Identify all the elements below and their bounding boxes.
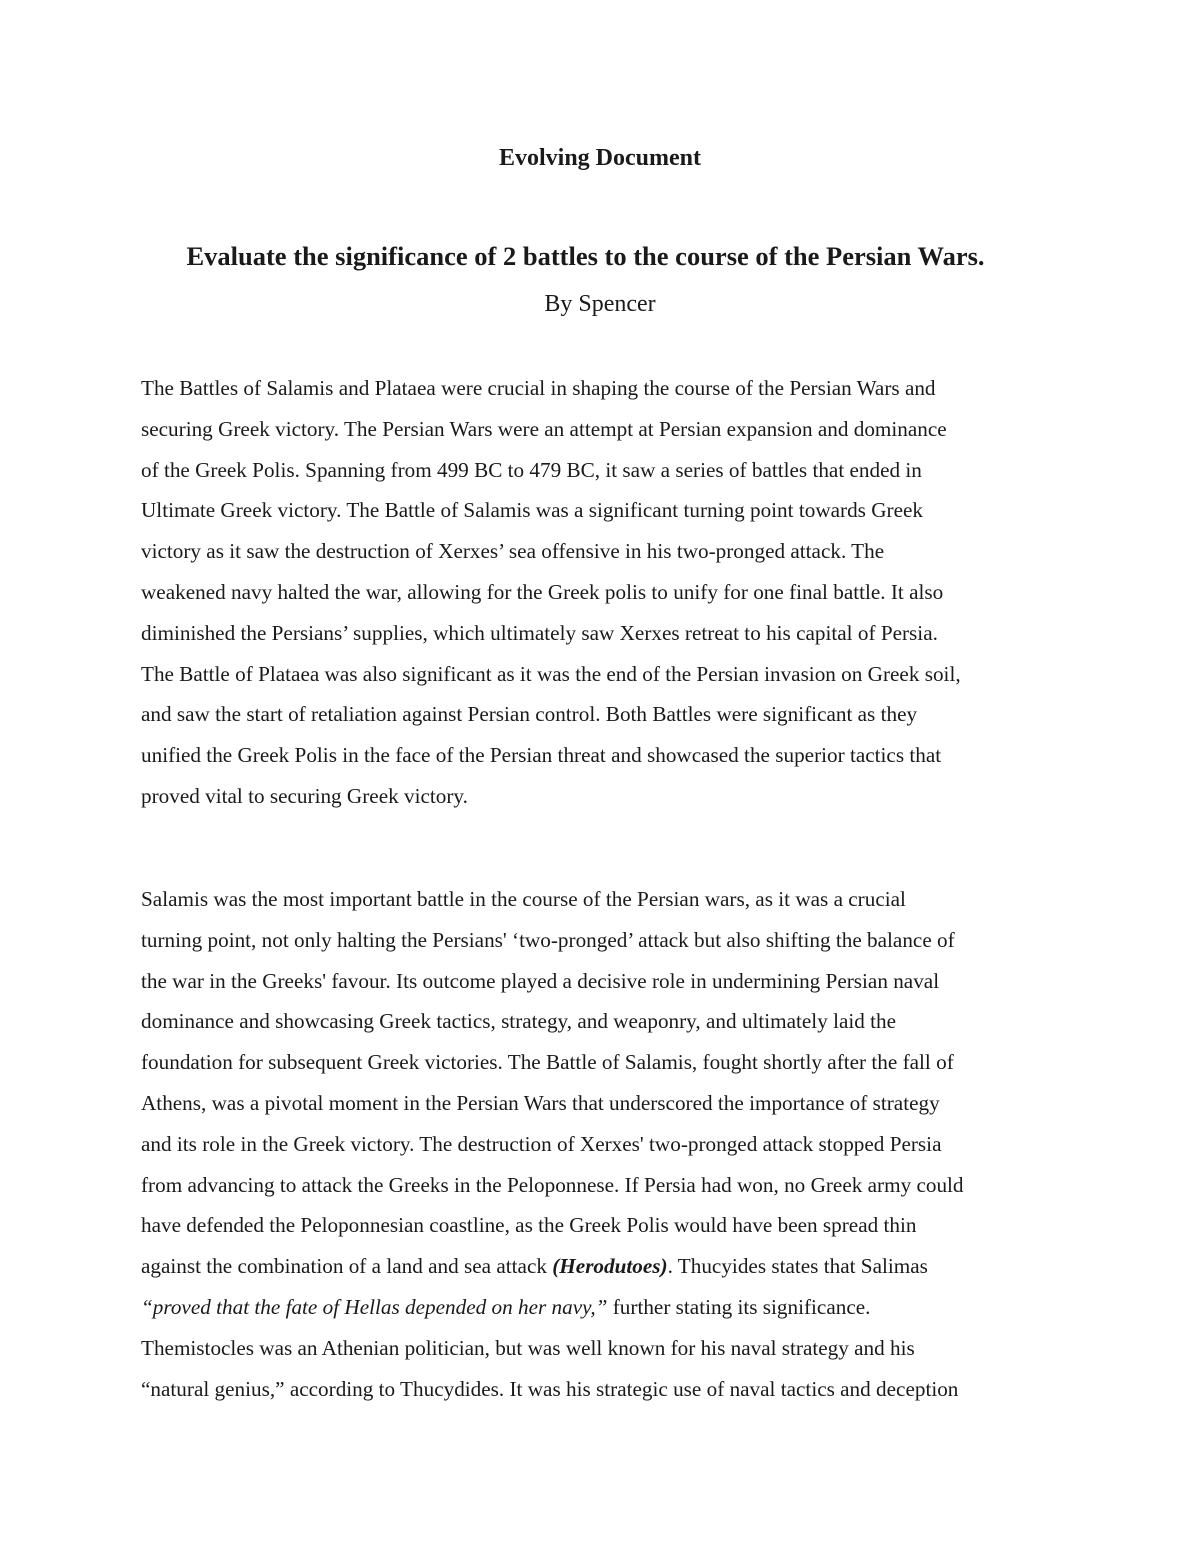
text-line: unified the Greek Polis in the face of the Persian threat and showcased the superior tactics that <box>141 743 942 768</box>
text-line: The Battle of Plataea was also significant as it was the end of the Persian invasion on Greek soil, <box>141 661 961 686</box>
text-line: Themistocles was an Athenian politician, but was well known for his naval strategy and his <box>141 1335 915 1360</box>
text-line: Salamis was the most important battle in the course of the Persian wars, as it was a crucial <box>141 887 906 911</box>
quote-thucydides: “proved that the fate of Hellas depended on her navy,” <box>141 1294 608 1319</box>
text-line: securing Greek victory. The Persian Wars were an attempt at Persian expansion and dominance <box>141 416 947 441</box>
text-line: Ultimate Greek victory. The Battle of Salamis was a significant turning point towards Greek <box>141 498 923 523</box>
citation-herodotus: (Herodutoes) <box>552 1254 668 1279</box>
text-line: and saw the start of retaliation against Persian control. Both Battles were significant as they <box>141 702 918 727</box>
text-line: victory as it saw the destruction of Xerxes’ sea offensive in his two-pronged attack. The <box>141 539 885 564</box>
text-line: The Battles of Salamis and Plataea were crucial in shaping the course of the Persian Wars and <box>141 376 936 400</box>
text-line: weakened navy halted the war, allowing for the Greek polis to unify for one final battle. It also <box>141 579 944 604</box>
text-line: proved vital to securing Greek victory. <box>141 783 468 808</box>
text-line: from advancing to attack the Greeks in the Peloponnese. If Persia had won, no Greek army could <box>141 1172 964 1197</box>
text-line-quote <box>141 1287 1071 1328</box>
text-line: diminished the Persians’ supplies, which ultimately saw Xerxes retreat to his capital of Persia. <box>141 620 938 645</box>
text-segment: further stating its significance. <box>607 1294 871 1319</box>
paragraph-introduction <box>141 368 1071 817</box>
text-line: Athens, was a pivotal moment in the Persian Wars that underscored the importance of strategy <box>141 1090 940 1115</box>
text-line: have defended the Peloponnesian coastline, as the Greek Polis would have been spread thin <box>141 1213 917 1238</box>
text-segment: . Thucyides states that Salimas <box>667 1254 928 1279</box>
text-line: foundation for subsequent Greek victories. The Battle of Salamis, fought shortly after the fall of <box>141 1050 954 1075</box>
text-segment: against the combination of a land and sea attack <box>141 1254 553 1279</box>
text-line: “natural genius,” according to Thucydides. It was his strategic use of naval tactics and deception <box>141 1376 959 1401</box>
text-line: and its role in the Greek victory. The destruction of Xerxes' two-pronged attack stopped Persia <box>141 1131 942 1156</box>
document-label: Evolving Document <box>498 145 701 171</box>
essay-title: Evaluate the significance of 2 battles to the course of the Persian Wars. <box>186 241 985 271</box>
text-line-citation <box>141 1246 1071 1287</box>
text-line: of the Greek Polis. Spanning from 499 BC to 479 BC, it saw a series of battles that ended in <box>141 457 922 482</box>
paragraph-salamis <box>141 879 1071 1409</box>
text-line: turning point, not only halting the Persians' ‘two-pronged’ attack but also shifting the balance of <box>141 927 955 952</box>
essay-author: By Spencer <box>544 291 656 317</box>
text-line: dominance and showcasing Greek tactics, strategy, and weaponry, and ultimately laid the <box>141 1009 897 1034</box>
text-line: the war in the Greeks' favour. Its outcome played a decisive role in undermining Persian naval <box>141 968 940 993</box>
